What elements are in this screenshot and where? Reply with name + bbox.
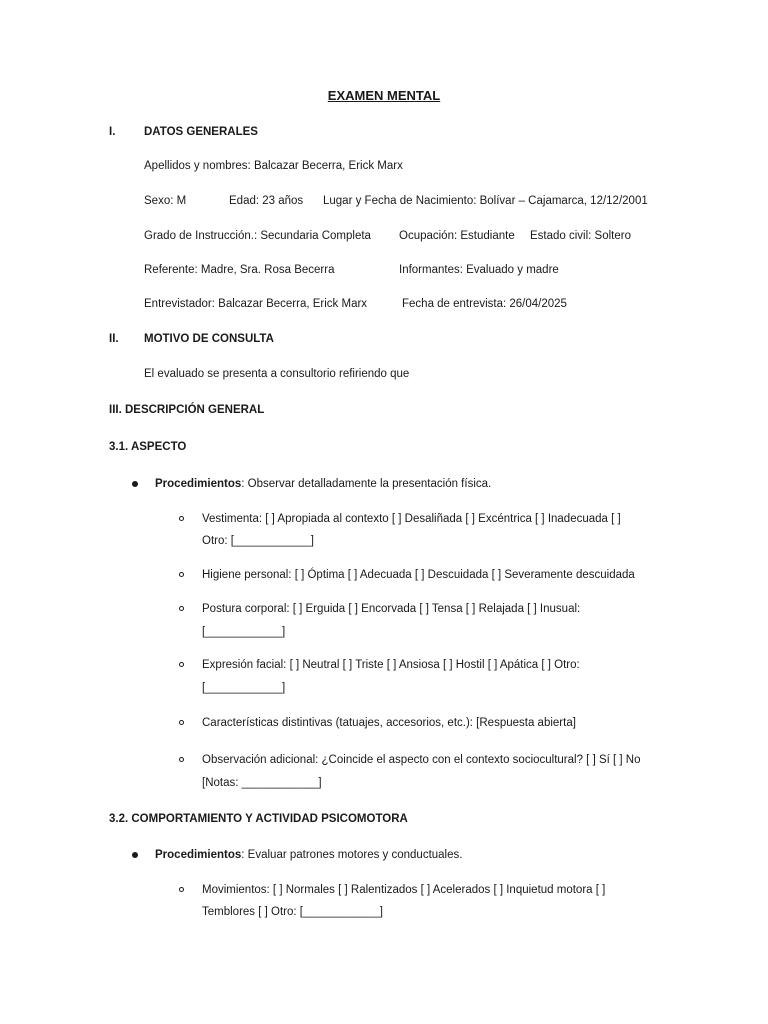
section-1-heading: DATOS GENERALES xyxy=(144,126,258,138)
field-sexo: Sexo: M xyxy=(144,195,187,207)
procedimientos-label: Procedimientos xyxy=(155,478,242,490)
item-caracteristicas: Características distintivas (tatuajes, accesorios, etc.): [Respuesta abierta] xyxy=(202,717,576,729)
field-grado-instruccion: Grado de Instrucción.: Secundaria Completa xyxy=(144,230,371,242)
field-nombres: Apellidos y nombres: Balcazar Becerra, Erick Marx xyxy=(144,160,403,172)
bullet-ring-icon xyxy=(179,572,184,577)
document-title: EXAMEN MENTAL xyxy=(327,88,441,103)
procedimientos-text: : Evaluar patrones motores y conductuales. xyxy=(241,849,463,861)
section-2-number: II. xyxy=(109,333,119,345)
field-informantes: Informantes: Evaluado y madre xyxy=(399,264,559,276)
item-expresion: Expresión facial: [ ] Neutral [ ] Triste [ ] Ansiosa [ ] Hostil [ ] Apática [ ] Otro: xyxy=(202,659,580,671)
item-observacion: Observación adicional: ¿Coincide el aspecto con el contexto sociocultural? [ ] Sí [ ] No xyxy=(202,754,641,766)
item-expresion-cont: [____________] xyxy=(202,682,286,694)
subsection-aspecto-heading: 3.1. ASPECTO xyxy=(109,441,187,453)
motivo-consulta-text: El evaluado se presenta a consultorio refiriendo que xyxy=(144,368,410,380)
field-referente: Referente: Madre, Sra. Rosa Becerra xyxy=(144,264,335,276)
section-3-heading: III. DESCRIPCIÓN GENERAL xyxy=(109,404,265,416)
aspecto-procedimientos xyxy=(155,477,491,491)
item-vestimenta: Vestimenta: [ ] Apropiada al contexto [ ] Desaliñada [ ] Excéntrica [ ] Inadecuada [ ] xyxy=(202,513,621,525)
bullet-ring-icon xyxy=(179,757,184,762)
bullet-ring-icon xyxy=(179,516,184,521)
comportamiento-procedimientos xyxy=(155,848,462,862)
procedimientos-label: Procedimientos xyxy=(155,849,242,861)
procedimientos-text: : Observar detalladamente la presentación física. xyxy=(241,478,492,490)
field-edad: Edad: 23 años xyxy=(229,195,304,207)
field-estado-civil: Estado civil: Soltero xyxy=(530,230,631,242)
field-entrevistador: Entrevistador: Balcazar Becerra, Erick Marx xyxy=(144,298,368,310)
bullet-ring-icon xyxy=(179,887,184,892)
item-postura-cont: [____________] xyxy=(202,626,286,638)
bullet-ring-icon xyxy=(179,662,184,667)
bullet-dot-icon xyxy=(132,852,138,858)
item-observacion-cont: [Notas: ____________] xyxy=(202,777,322,789)
field-lugar-fecha-nacimiento: Lugar y Fecha de Nacimiento: Bolívar – Cajamarca, 12/12/2001 xyxy=(323,195,648,207)
item-movimientos-cont: Temblores [ ] Otro: [____________] xyxy=(202,906,383,918)
section-2-heading: MOTIVO DE CONSULTA xyxy=(144,333,274,345)
field-fecha-entrevista: Fecha de entrevista: 26/04/2025 xyxy=(402,298,567,310)
item-vestimenta-cont: Otro: [____________] xyxy=(202,535,314,547)
item-postura: Postura corporal: [ ] Erguida [ ] Encorvada [ ] Tensa [ ] Relajada [ ] Inusual: xyxy=(202,603,581,615)
field-ocupacion: Ocupación: Estudiante xyxy=(399,230,515,242)
subsection-comportamiento-heading: 3.2. COMPORTAMIENTO Y ACTIVIDAD PSICOMOTORA xyxy=(109,813,408,825)
bullet-ring-icon xyxy=(179,606,184,611)
section-1-number: I. xyxy=(109,126,116,138)
bullet-dot-icon xyxy=(132,481,138,487)
item-higiene: Higiene personal: [ ] Óptima [ ] Adecuada [ ] Descuidada [ ] Severamente descuidada xyxy=(202,569,635,581)
item-movimientos: Movimientos: [ ] Normales [ ] Ralentizados [ ] Acelerados [ ] Inquietud motora [ ] xyxy=(202,884,606,896)
bullet-ring-icon xyxy=(179,720,184,725)
